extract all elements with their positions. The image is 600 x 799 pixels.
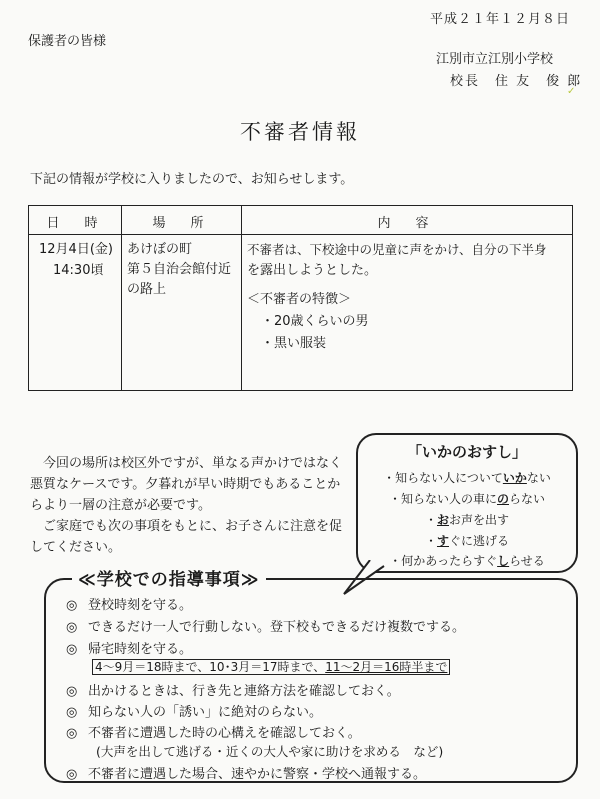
ikanoosushi-item — [358, 532, 576, 549]
double-circle-icon: ◎ — [66, 684, 78, 699]
content-line-2: を露出しようとした。 — [247, 263, 378, 278]
ikanoosushi-title: 「いかのおすし」 — [406, 443, 527, 461]
item-text: ない — [526, 471, 551, 485]
guidance-item — [66, 680, 400, 699]
content-feature-age: ・20歳くらいの男 — [261, 314, 369, 329]
double-circle-icon: ◎ — [66, 620, 78, 635]
guidance-item-text: 出かけるときは、行き先と連絡方法を確認しておく。 — [88, 684, 400, 699]
guidance-item — [66, 616, 465, 635]
guidance-item-text: 不審者に遭遇した場合、速やかに警察・学校へ通報する。 — [88, 767, 427, 782]
item-text: ・ — [424, 513, 437, 527]
item-text: らせる — [509, 554, 545, 568]
guidance-item — [66, 638, 192, 657]
guidance-item-text: 不審者に遭遇した時の心構えを確認しておく。 — [88, 726, 361, 741]
stray-mark-icon: ✓ — [567, 86, 576, 97]
header-place: 場 所 — [152, 216, 210, 231]
curfew-note-winter: 11～2月＝16時半まで — [325, 660, 448, 674]
body-line-4: ご家庭でも次の事項をもとに、お子さんに注意を促 — [30, 519, 343, 534]
ikanoosushi-item — [358, 511, 576, 528]
body-line-3: らより一層の注意が必要です。 — [30, 498, 211, 513]
curfew-note-box — [92, 659, 450, 675]
item-text: お声を出す — [449, 513, 510, 527]
guidance-item — [66, 763, 426, 782]
body-line-5: してください。 — [30, 540, 122, 555]
table-divider — [241, 206, 242, 390]
item-key: し — [497, 554, 510, 568]
document-date: 平成２１年１２月８日 — [429, 12, 570, 27]
item-key: の — [496, 492, 509, 506]
body-line-2: 悪質なケースです。夕暮れが早い時期でもあることか — [30, 477, 341, 492]
curfew-note-text: 4～9月＝18時まで、10･3月＝17時まで、 — [95, 660, 326, 674]
guidance-item-text: 登校時刻を守る。 — [88, 598, 193, 613]
heart-note: (大声を出して逃げる・近くの大人や家に助けを求める など) — [96, 744, 444, 759]
table-divider — [121, 206, 122, 390]
item-text: らない — [509, 492, 546, 506]
item-text: ぐに逃げる — [449, 534, 510, 548]
item-text: ・何かあったらすぐ — [389, 554, 498, 568]
double-circle-icon: ◎ — [66, 705, 78, 720]
place-line-1: あけぼの町 — [127, 242, 193, 257]
item-text: ・ — [424, 534, 437, 548]
ikanoosushi-bubble — [356, 433, 578, 573]
ikanoosushi-item — [358, 552, 576, 569]
principal-name: 校長 住 友 俊 郎 — [450, 74, 583, 89]
recipient: 保護者の皆様 — [28, 34, 107, 49]
place-line-2: 第５自治会館付近 — [127, 262, 232, 277]
guidance-item-text: できるだけ一人で行動しない。登下校もできるだけ複数でする。 — [88, 620, 466, 635]
header-content: 内 容 — [377, 216, 435, 231]
header-datetime: 日 時 — [46, 216, 104, 231]
double-circle-icon: ◎ — [66, 767, 78, 782]
guidance-item — [66, 594, 192, 613]
guidance-item — [66, 701, 322, 720]
ikanoosushi-item — [358, 469, 576, 486]
item-text: ・知らない人について — [383, 471, 503, 485]
page-title: 不審者情報 — [240, 120, 360, 144]
curfew-note — [92, 658, 450, 675]
guidance-item-text: 帰宅時刻を守る。 — [88, 642, 193, 657]
double-circle-icon: ◎ — [66, 726, 78, 741]
guidance-item — [66, 722, 361, 741]
item-text: ・知らない人の車に — [388, 492, 497, 506]
body-line-1: 今回の場所は校区外ですが、単なる声かけではなく — [30, 456, 343, 471]
item-key: す — [436, 534, 449, 548]
incident-table — [28, 205, 573, 391]
item-key: お — [436, 513, 449, 527]
intro-text: 下記の情報が学校に入りましたので、お知らせします。 — [30, 172, 354, 187]
school-name: 江別市立江別小学校 — [436, 52, 554, 67]
item-key: いか — [502, 471, 527, 485]
double-circle-icon: ◎ — [66, 642, 78, 657]
guidance-title: ≪学校での指導事項≫ — [72, 565, 266, 590]
datetime-date: 12月4日(金) — [39, 242, 113, 257]
place-line-3: の路上 — [127, 282, 167, 297]
content-features-heading: ＜不審者の特徴＞ — [247, 292, 352, 307]
content-feature-clothing: ・黒い服装 — [261, 336, 327, 351]
double-circle-icon: ◎ — [66, 598, 78, 613]
datetime-time: 14:30頃 — [53, 263, 104, 278]
ikanoosushi-item — [358, 490, 576, 507]
guidance-item-text: 知らない人の「誘い」に絶対のらない。 — [88, 705, 323, 720]
content-line-1: 不審者は、下校途中の児童に声をかけ、自分の下半身 — [247, 242, 547, 257]
